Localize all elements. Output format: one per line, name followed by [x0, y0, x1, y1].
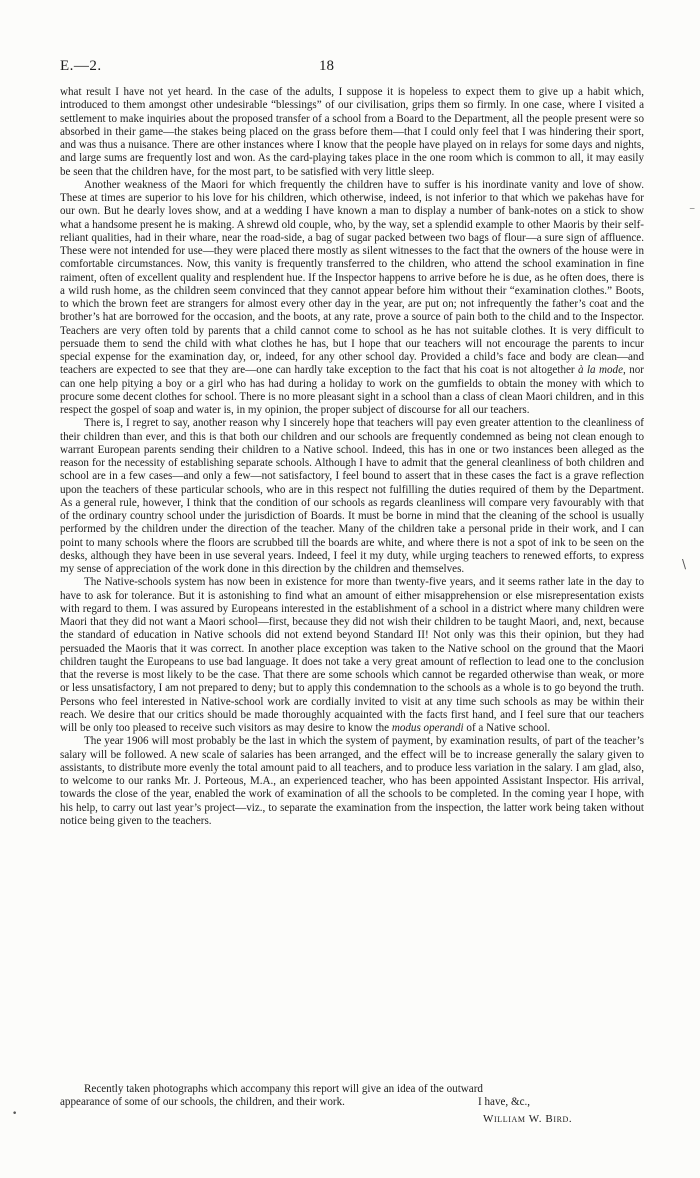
paragraph-salary-payment: The year 1906 will most probably be the last in which the system of payment, by examination results, of part of the teacher’s salary will be followed. A new scale of salaries has been arranged, and the effect will be to increase generally the salary given to assistants, to distribute more evenly the total amount paid to all teachers, and to produce less variation in the salary. I am glad, also, to welcome to our ranks Mr. J. Porteous, M.A., an experienced teacher, who has been appointed Assistant Inspector. His arrival, towards the close of the year, enabled the work of examination of all the schools to be completed. In the coming year I hope, with his help, to carry out last year’s project—viz., to separate the examination from the inspection, the latter work being taken without notice being given to the teachers.: [60, 735, 644, 827]
paragraph-cleanliness: There is, I regret to say, another reason why I sincerely hope that teachers will pay even greater attention to the cleanliness of their children than ever, and this is that both our children and our schools are frequently condemned as being not clean enough to warrant European parents sending their children to a Native school. Indeed, this has in one or two instances been alleged as the reason for the necessity of establishing separate schools. Although I have to admit that the general cleanliness of both children and school are in a few cases—and only a few—not satisfactory, I feel bound to assert that in these cases the fact is a grave reflection upon the teachers of these particular schools, who are in this respect not fulfilling the duties required of them by the Department. As a general rule, however, I think that the condition of our schools as regards cleanliness will compare very favourably with that of the ordinary country school under the jurisdiction of Boards. It must be borne in mind that the cleaning of the school is usually performed by the children under the direction of the teacher. Many of the children take a personal pride in their work, and I can point to many schools where the floors are scrubbed till the boards are white, and where there is not a spot of ink to be seen on the desks, although they have been in use several years. Indeed, I feel it my duty, while urging teachers to renewed efforts, to express my sense of appreciation of the work done in this direction by the children and themselves.: [60, 417, 644, 575]
margin-tick-mark: ⁻: [689, 203, 696, 217]
page-header: [60, 58, 650, 80]
paragraph-vanity: Another weakness of the Maori for which frequently the children have to suffer is his inordinate vanity and love of show. These at times are superior to his love for his children, which otherwise, indeed, is not inferior to that which we pakehas have for our own. But he dearly loves show, and at a wedding I have known a man to display a number of bank-notes on a stick to show what a handsome present he is making. A shrewd old couple, who, by the way, set a splendid example to other Maoris by their self-reliant qualities, had in their whare, near the road-side, a bag of sugar packed between two bags of flour—a sure sign of affluence. These were not intended for use—they were placed there mostly as silent witnesses to the fact that the owners of the house were in comfortable circumstances. Now, this vanity is frequently transferred to the children, who attend the school examination in fine raiment, often of excellent quality and resplendent hue. If the Inspector happens to arrive before he is due, as he often does, there is a wild rush home, as the children seem convinced that they cannot appear before him without their “examination clothes.” Boots, to which the brown feet are strangers for almost every other day in the year, are put on; not infrequently the father’s coat and the brother’s hat are borrowed for the occasion, and the boots, at any rate, prove a source of pain both to the child and to the Inspector. Teachers are very often told by parents that a child cannot come to school as he has not suitable clothes. It is very difficult to persuade them to send the child with what clothes he has, but I hope that our teachers will not encourage the parents to incur special expense for the examination day, or, indeed, for any other school day. Provided a child’s face and body are clean—and teachers are expected to see that they are—one can hardly take exception to the fact that his coat is not altogether à la mode, nor can one help pitying a boy or a girl who has had during a holiday to work on the gumfields to obtain the money with which to procure some decent clothes for school. There is no more pleasant sight in a school than a class of clean Maori children, and in this respect the gospel of soap and water is, in my opinion, the proper subject of discourse for all our teachers.: [60, 178, 644, 416]
closing-line-2: [60, 1096, 644, 1109]
margin-tick-mark: \: [682, 557, 687, 571]
paragraph-native-schools-system: The Native-schools system has now been in existence for more than twenty-five years, and it seems rather late in the day to have to ask for tolerance. But it is astonishing to find what an amount of either misapprehension or else misrepresentation exists with regard to them. I was assured by Europeans interested in the establishment of a school in a district where many children were Maori that they did not want a Maori school—first, because they did not wish their children to be taught Maori, and, next, because the standard of education in Native schools did not extend beyond Standard II! Not only was this their opinion, but they had persuaded the Maoris that it was correct. In another place exception was taken to the Native school on the ground that the Maori children taught the Europeans to use bad language. It does not take a very great amount of reflection to lead one to the conclusion that the reverse is most likely to be the case. That there are some schools which cannot be regarded otherwise than weak, or more or less unsatisfactory, I am not prepared to deny; but to apply this condemnation to the schools as a whole is to go beyond the truth. Persons who feel interested in Native-school work are cordially invited to visit at any time such schools as may be within their reach. We desire that our critics should be made thoroughly acquainted with the facts first hand, and I feel sure that our teachers will be only too pleased to receive such visitors as may desire to know the modus operandi of a Native school.: [60, 576, 644, 734]
margin-dot-mark: •: [12, 1109, 18, 1119]
document-reference: E.—2.: [60, 58, 102, 74]
closing-line-2-text: appearance of some of our schools, the children, and their work.: [60, 1096, 345, 1108]
paragraph-card-playing: what result I have not yet heard. In the case of the adults, I suppose it is hopeless to expect them to give up a habit which, introduced to them amongst other undesirable “blessings” of our civilisation, grips them so firmly. In one case, where I visited a settlement to make inquiries about the proposed transfer of a school from a Board to the Department, all the people present were so absorbed in their game—the stakes being placed on the grass before them—that I could only feel that I was hindering their sport, and was thus a nuisance. There are other instances where I know that the people have played on in relays for some days and nights, and large sums are frequently lost and won. As the card-playing takes place in the one room which is common to all, it may easily be seen that the children have, for the most part, to be satisfied with very little sleep.: [60, 86, 644, 178]
closing-remarks: [60, 1083, 644, 1109]
closing-line-1: Recently taken photographs which accompany this report will give an idea of the outward: [84, 1083, 483, 1095]
report-body: [60, 86, 644, 828]
signature: William W. Bird.: [483, 1113, 573, 1125]
page-number: 18: [319, 58, 334, 74]
valediction: I have, &c.,: [478, 1096, 531, 1108]
